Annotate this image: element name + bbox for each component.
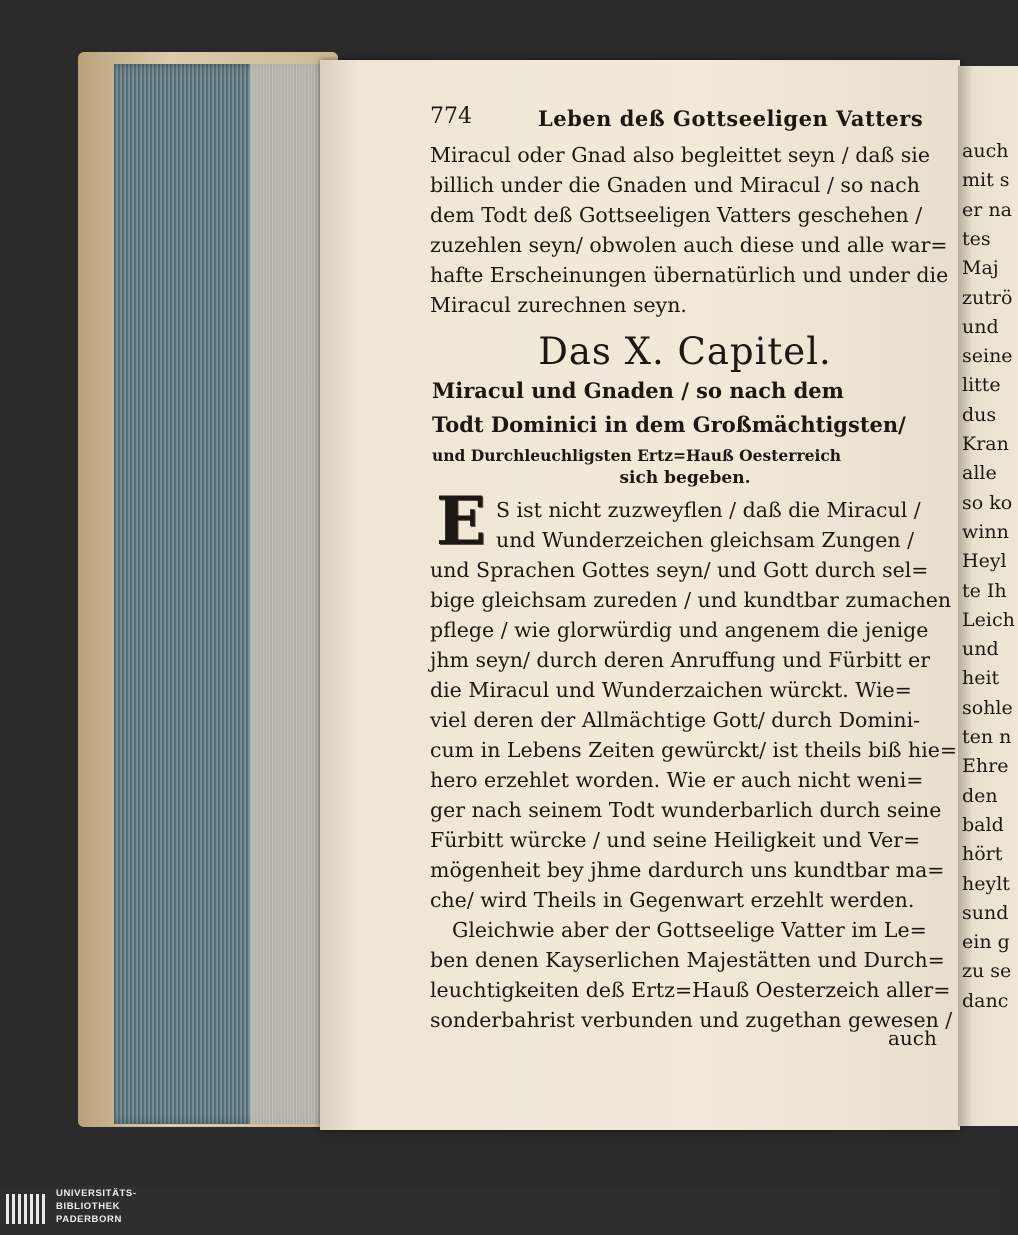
text-line: mögenheit bey jhme dardurch uns kundtbar ma= xyxy=(430,858,945,882)
facing-page-line: seine xyxy=(962,345,1013,368)
facing-page-line: Leich xyxy=(962,608,1015,631)
text-line: billich under die Gnaden und Miracul / so nach xyxy=(430,173,920,197)
facing-page-line: zu se xyxy=(962,960,1012,983)
text-line: ben denen Kayserlichen Majestätten und Durch= xyxy=(430,948,945,972)
facing-page-line: sohle xyxy=(962,696,1013,719)
facing-page-line: heit xyxy=(962,667,1000,690)
facing-page-line: winn xyxy=(962,520,1009,543)
chapter-title: Das X. Capitel. xyxy=(538,330,832,373)
facing-page-line: heylt xyxy=(962,872,1010,895)
facing-page-line: ein g xyxy=(962,931,1010,954)
library-name-line: UNIVERSITÄTS- xyxy=(56,1188,137,1199)
text-line: cum in Lebens Zeiten gewürckt/ ist theils biß hie= xyxy=(430,738,958,762)
page-stack xyxy=(250,64,326,1124)
facing-page-line: alle xyxy=(962,462,997,485)
text-line: dem Todt deß Gottseeligen Vatters geschehen / xyxy=(430,203,923,227)
text-line: leuchtigkeiten deß Ertz=Hauß Oesterzeich aller= xyxy=(430,978,951,1002)
facing-page-line: tes xyxy=(962,227,991,250)
chapter-heading-line: sich begeben. xyxy=(619,468,751,488)
text-line: zuzehlen seyn/ obwolen auch diese und alle war= xyxy=(430,233,948,257)
library-name-line: PADERBORN xyxy=(56,1214,122,1225)
facing-page-line: er na xyxy=(962,198,1012,221)
facing-page-line: sund xyxy=(962,901,1009,924)
text-line: Gleichwie aber der Gottseelige Vatter im Le= xyxy=(452,918,927,942)
facing-page-line: litte xyxy=(962,374,1001,397)
text-line: ger nach seinem Todt wunderbarlich durch seine xyxy=(430,798,942,822)
running-head: Leben deß Gottseeligen Vatters xyxy=(538,106,924,131)
facing-page-line: den xyxy=(962,784,998,807)
facing-page-line: bald xyxy=(962,813,1004,836)
text-line: viel deren der Allmächtige Gott/ durch Domini- xyxy=(430,708,921,732)
catchword: auch xyxy=(888,1026,937,1050)
text-line: Miracul zurechnen seyn. xyxy=(430,293,687,317)
text-line: sonderbahrist verbunden und zugethan gewesen / xyxy=(430,1008,953,1032)
facing-page-line: zutrö xyxy=(962,286,1013,309)
facing-page-line: hört xyxy=(962,843,1003,866)
chapter-heading-line: Miracul und Gnaden / so nach dem xyxy=(432,378,844,403)
facing-page-line: und xyxy=(962,315,999,338)
text-line: hero erzehlet worden. Wie er auch nicht weni= xyxy=(430,768,924,792)
text-line: jhm seyn/ durch deren Anruffung und Fürbitt er xyxy=(430,648,931,672)
text-line: Miracul oder Gnad also begleittet seyn / daß sie xyxy=(430,143,930,167)
facing-page-line: Heyl xyxy=(962,550,1007,573)
chapter-heading-line: Todt Dominici in dem Großmächtigsten/ xyxy=(432,412,906,437)
facing-page-line: Kran xyxy=(962,433,1009,455)
facing-page-line: so ko xyxy=(962,491,1013,514)
facing-page-line: auch xyxy=(962,140,1009,162)
text-line: che/ wird Theils in Gegenwart erzehlt werden. xyxy=(430,888,915,912)
facing-page-line: Maj xyxy=(962,257,999,280)
text-line: und Sprachen Gottes seyn/ und Gott durch sel= xyxy=(430,558,929,582)
text-line: Fürbitt würcke / und seine Heiligkeit und Ver= xyxy=(430,828,921,852)
text-line: die Miracul und Wunderzaichen würckt. Wie= xyxy=(430,678,912,702)
facing-page-line: te Ih xyxy=(962,579,1007,602)
facing-page-line: danc xyxy=(962,989,1009,1012)
library-logo-icon xyxy=(6,1194,50,1224)
chapter-heading-line: und Durchleuchligsten Ertz=Hauß Oesterreich xyxy=(432,446,842,465)
text-line: bige gleichsam zureden / und kundtbar zumachen xyxy=(430,588,952,612)
text-line: und Wunderzeichen gleichsam Zungen / xyxy=(496,528,915,552)
text-line: pflege / wie glorwürdig und angenem die jenige xyxy=(430,618,929,642)
page-number: 774 xyxy=(430,104,472,129)
facing-page-line: und xyxy=(962,638,999,661)
page-header xyxy=(430,104,940,144)
facing-page-line: Ehre xyxy=(962,755,1009,778)
facing-page-line: dus xyxy=(962,403,997,426)
text-line: hafte Erscheinungen übernatürlich und under die xyxy=(430,263,949,287)
library-name-line: BIBLIOTHEK xyxy=(56,1201,121,1212)
library-footer xyxy=(0,1185,1000,1235)
drop-capital: E xyxy=(435,482,487,560)
facing-page-line: mit s xyxy=(962,169,1010,192)
text-line: S ist nicht zuzweyflen / daß die Miracul / xyxy=(496,498,921,522)
facing-page-line: ten n xyxy=(962,726,1012,748)
